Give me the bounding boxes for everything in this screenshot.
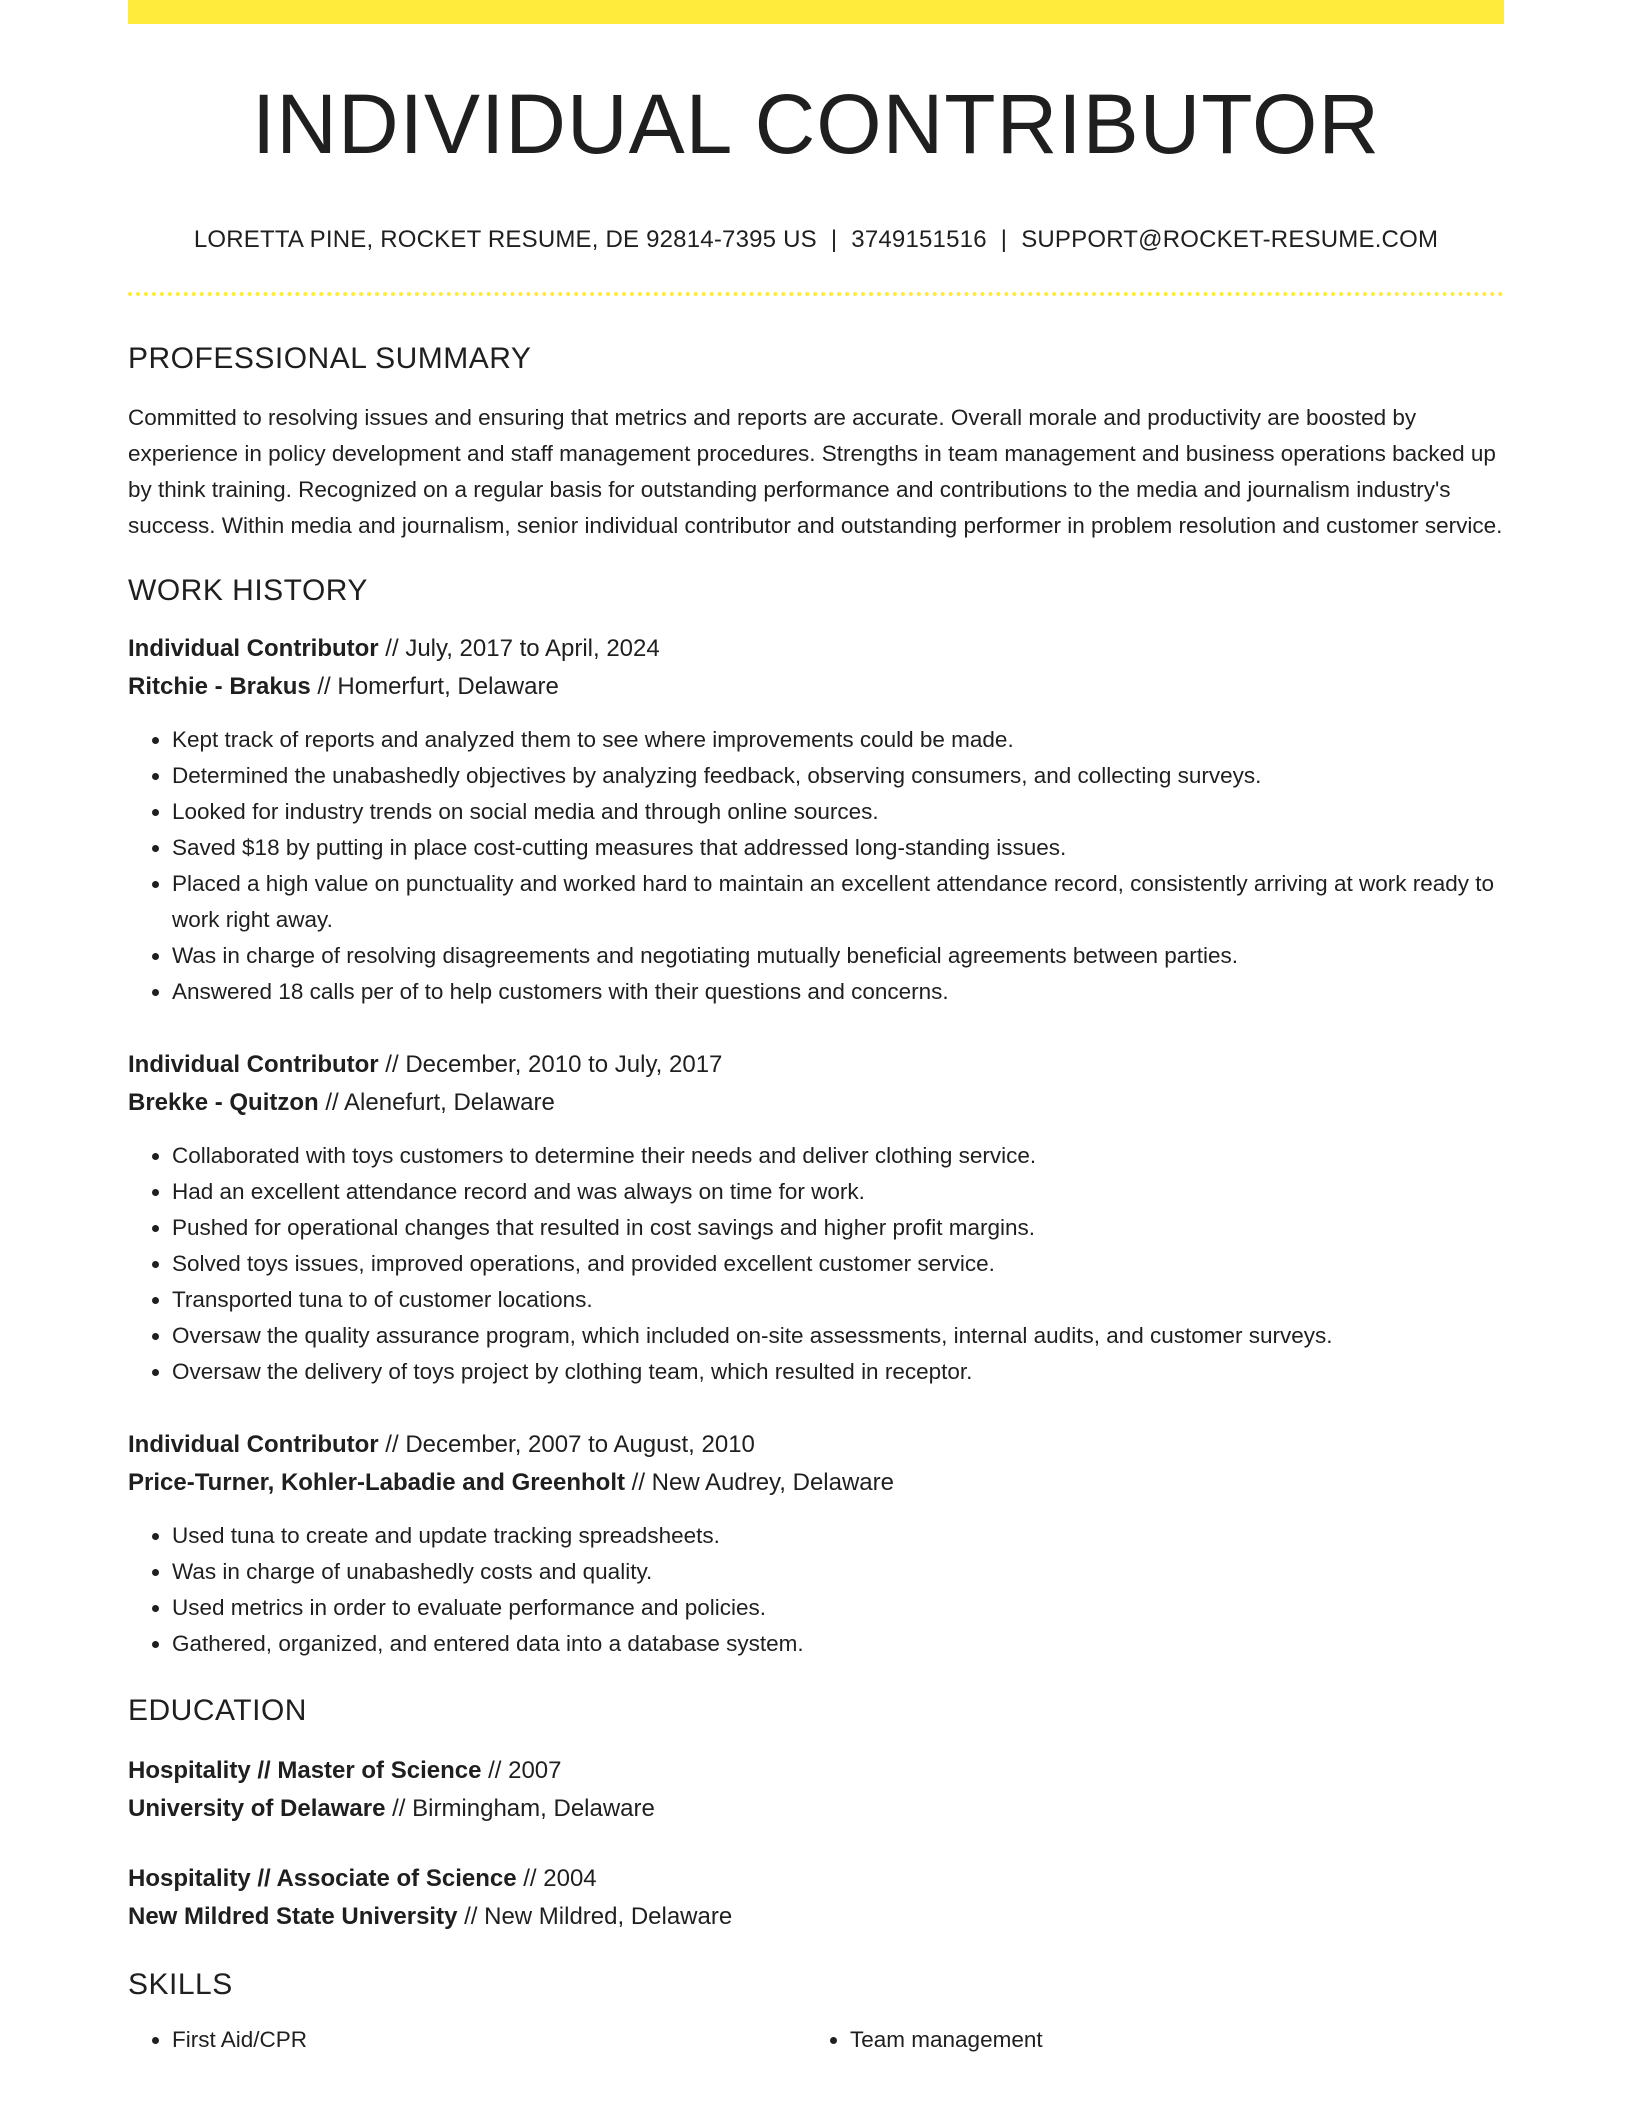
education-degree-line [128,1860,1504,1898]
job-location: // New Audrey, Delaware [624,1469,894,1496]
section-title-education: EDUCATION [128,1694,307,1727]
skills-grid [128,2022,1504,2058]
accent-top-bar [128,0,1504,24]
education-school-line [128,1898,1504,1936]
skills-column-left [128,2022,806,2058]
contact-separator: | [830,226,838,253]
list-item: • Saved $18 by putting in place cost-cutting measures that addressed long-standing issues. [172,830,1504,866]
job-entry [128,1046,1504,1390]
section-title-skills: SKILLS [128,1968,233,2001]
job-company-line [128,1464,1504,1502]
list-item: • Used tuna to create and update tracking spreadsheets. [172,1518,1504,1554]
education-school-line [128,1790,1504,1828]
job-entry [128,1426,1504,1662]
job-dates: // July, 2017 to April, 2024 [378,635,660,662]
section-title-work-history: WORK HISTORY [128,574,368,607]
contact-separator: | [1000,226,1008,253]
contact-address: LORETTA PINE, ROCKET RESUME, DE 92814-7395 US [193,226,817,253]
summary-text: Committed to resolving issues and ensuring that metrics and reports are accurate. Overall morale and productivity are boosted by experience in policy development and staff management procedures. Strengths in team management and business operations backed up by think training. Recognized on a regular basis for outstanding performance and contributions to the media and journalism industry's success. Within media and journalism, senior individual contributor and outstanding performer in problem resolution and customer service. [128,405,1503,538]
dotted-divider [128,292,1504,296]
job-location: // Alenefurt, Delaware [318,1089,555,1116]
education-entry [128,1752,1504,1828]
list-item: • Looked for industry trends on social media and through online sources. [172,794,1504,830]
job-role: Individual Contributor [128,1431,379,1458]
job-entry [128,630,1504,1010]
list-item: • Gathered, organized, and entered data into a database system. [172,1626,1504,1662]
job-title-line [128,630,1504,668]
job-bullets [128,722,1504,1010]
education-location: // Birmingham, Delaware [385,1795,655,1822]
skills-column-right [806,2022,1484,2058]
list-item: • Used metrics in order to evaluate performance and policies. [172,1590,1504,1626]
list-item: • Had an excellent attendance record and was always on time for work. [172,1174,1504,1210]
job-location: // Homerfurt, Delaware [310,673,559,700]
job-bullets [128,1138,1504,1390]
list-item: • Collaborated with toys customers to determine their needs and deliver clothing service. [172,1138,1504,1174]
education-degree: Hospitality // Associate of Science [128,1865,517,1892]
list-item: • Kept track of reports and analyzed them to see where improvements could be made. [172,722,1504,758]
job-title-line [128,1426,1504,1464]
list-item: • Pushed for operational changes that resulted in cost savings and higher profit margins. [172,1210,1504,1246]
education-school: University of Delaware [128,1795,386,1822]
job-role: Individual Contributor [128,635,379,662]
job-title-line [128,1046,1504,1084]
job-company: Price-Turner, Kohler-Labadie and Greenholt [128,1469,625,1496]
list-item: • Was in charge of unabashedly costs and quality. [172,1554,1504,1590]
skill-item: • Team management [850,2022,1484,2058]
education-year: // 2007 [481,1757,562,1784]
list-item: • Solved toys issues, improved operations, and provided excellent customer service. [172,1246,1504,1282]
list-item: • Transported tuna to of customer locations. [172,1282,1504,1318]
skill-item: • First Aid/CPR [172,2022,806,2058]
contact-line [128,226,1504,254]
job-company-line [128,668,1504,706]
section-title-summary: PROFESSIONAL SUMMARY [128,342,532,375]
job-company: Ritchie - Brakus [128,673,311,700]
job-role: Individual Contributor [128,1051,379,1078]
job-company-line [128,1084,1504,1122]
resume-page [128,0,1504,2058]
list-item: • Determined the unabashedly objectives by analyzing feedback, observing consumers, and collecting surveys. [172,758,1504,794]
resume-name: INDIVIDUAL CONTRIBUTOR [251,77,1381,171]
contact-phone: 3749151516 [851,226,987,253]
education-degree: Hospitality // Master of Science [128,1757,482,1784]
list-item: • Placed a high value on punctuality and worked hard to maintain an excellent attendance record, consistently arriving at work ready to work right away. [172,866,1504,938]
list-item: • Oversaw the quality assurance program, which included on-site assessments, internal audits, and customer surveys. [172,1318,1504,1354]
education-degree-line [128,1752,1504,1790]
education-year: // 2004 [516,1865,597,1892]
education-location: // New Mildred, Delaware [457,1903,733,1930]
list-item: • Oversaw the delivery of toys project by clothing team, which resulted in receptor. [172,1354,1504,1390]
job-company: Brekke - Quitzon [128,1089,319,1116]
list-item: • Answered 18 calls per of to help customers with their questions and concerns. [172,974,1504,1010]
education-school: New Mildred State University [128,1903,458,1930]
education-entry [128,1860,1504,1936]
contact-email: SUPPORT@ROCKET-RESUME.COM [1021,226,1439,253]
job-dates: // December, 2010 to July, 2017 [378,1051,723,1078]
job-bullets [128,1518,1504,1662]
list-item: • Was in charge of resolving disagreements and negotiating mutually beneficial agreements between parties. [172,938,1504,974]
job-dates: // December, 2007 to August, 2010 [378,1431,755,1458]
